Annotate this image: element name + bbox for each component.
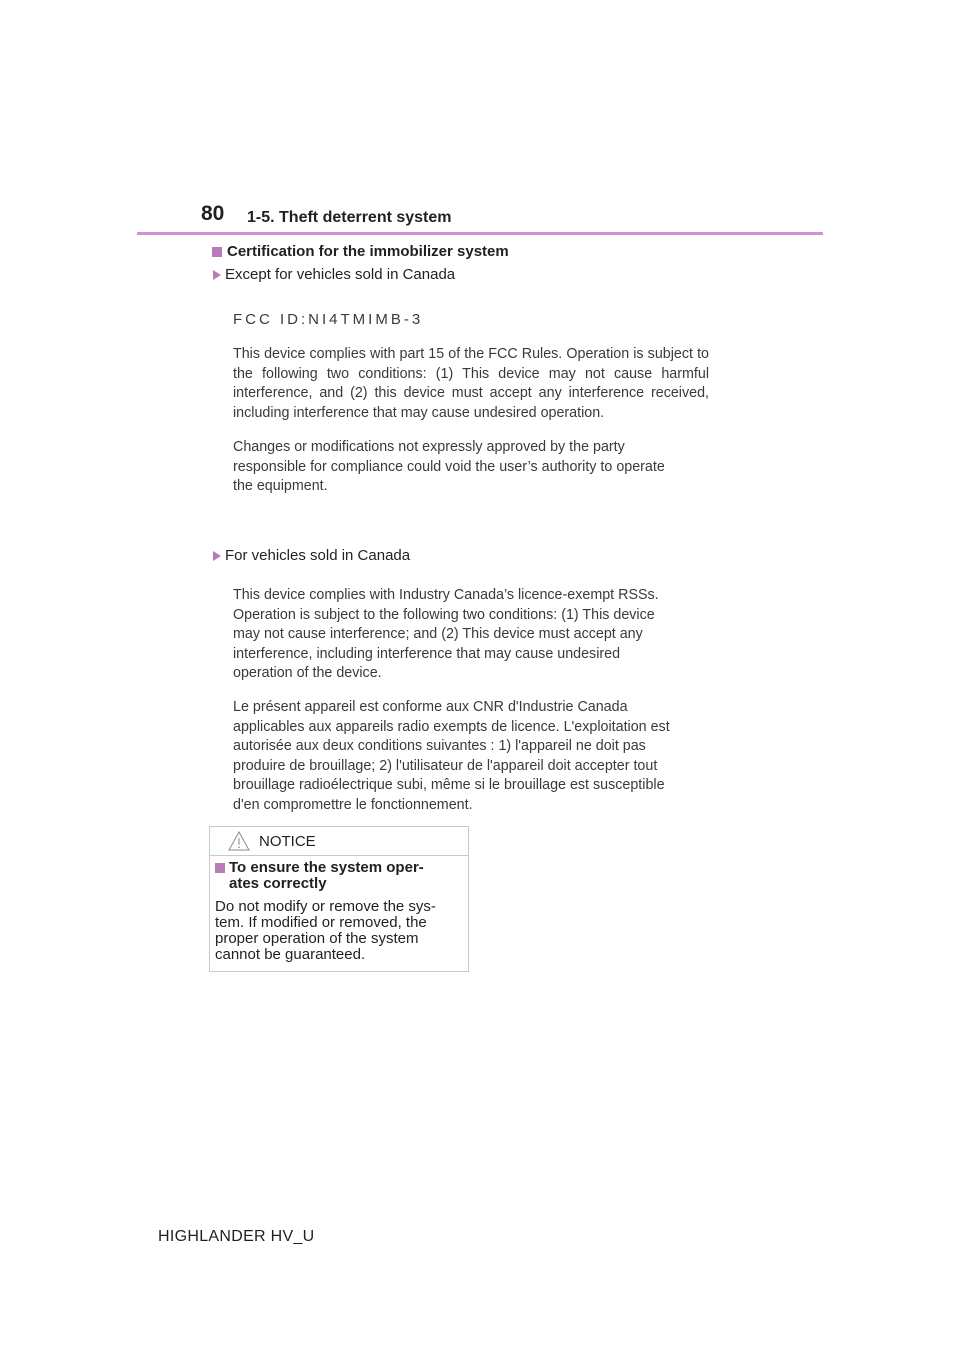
text-line: proper operation of the system [215,930,419,947]
text-line: autorisée aux deux conditions suivantes : 1) l'appareil ne doit pas [233,738,646,754]
page-number: 80 [201,202,225,225]
subheading-us-label: Except for vehicles sold in Canada [225,266,456,283]
text-line: may not cause interference; and (2) This device must accept any [233,626,643,642]
triangle-bullet-icon [213,551,221,561]
warning-triangle-icon [228,831,250,851]
fcc-id: FCC ID:NI4TMIMB-3 [233,311,424,328]
text-line: applicables aux appareils radio exempts de licence. L'exploitation est [233,718,670,735]
square-bullet-icon [212,247,222,257]
square-bullet-icon [215,863,225,873]
canada-french-paragraph [233,698,709,815]
text-line: tem. If modified or removed, the [215,914,427,931]
text-line: produire de brouillage; 2) l'utilisateur de l'appareil doit accepter tout [233,757,658,774]
text-line: cannot be guaranteed. [215,946,366,963]
notice-box [209,826,469,972]
notice-body [215,899,463,963]
notice-header [210,827,468,856]
text-line: Le présent appareil est conforme aux CNR d'Industrie Canada [233,699,628,715]
modification-warning-paragraph [233,438,709,497]
text-line: Changes or modifications not expressly approved by the party [233,439,625,455]
section-title: Certification for the immobilizer system [227,243,509,260]
subheading-canada [213,547,410,564]
triangle-bullet-icon [213,270,221,280]
notice-subtitle [215,860,460,892]
model-footer: HIGHLANDER HV_U [158,1228,315,1245]
fcc-compliance-paragraph: This device complies with part 15 of the FCC Rules. Operation is subject to the following two conditions: (1) This device may not cause harmful interference, and (2) this device must accept any interference received, including interference that may cause undesired operation. [233,346,709,421]
text-line: Do not modify or remove the sys- [215,898,436,915]
canada-english-paragraph [233,586,709,684]
section-heading [212,243,509,260]
text-line: To ensure the system oper- [229,859,424,876]
text-line: brouillage radioélectrique subi, même si le brouillage est susceptible [233,777,665,793]
header-rule [137,232,823,235]
text-line: the equipment. [233,478,328,494]
text-line: operation of the device. [233,665,382,681]
chapter-title: 1-5. Theft deterrent system [247,209,452,226]
text-line: d'en compromettre le fonctionnement. [233,796,473,813]
text-line: responsible for compliance could void the user’s authority to operate [233,458,665,475]
notice-title: NOTICE [259,833,316,850]
text-line: ates correctly [229,875,327,892]
subheading-canada-label: For vehicles sold in Canada [225,547,411,564]
subheading-us [213,266,455,283]
text-line: interference, including interference that may cause undesired [233,645,621,662]
text-line: This device complies with Industry Canada’s licence-exempt RSSs. [233,587,659,603]
text-line: Operation is subject to the following two conditions: (1) This device [233,606,655,623]
